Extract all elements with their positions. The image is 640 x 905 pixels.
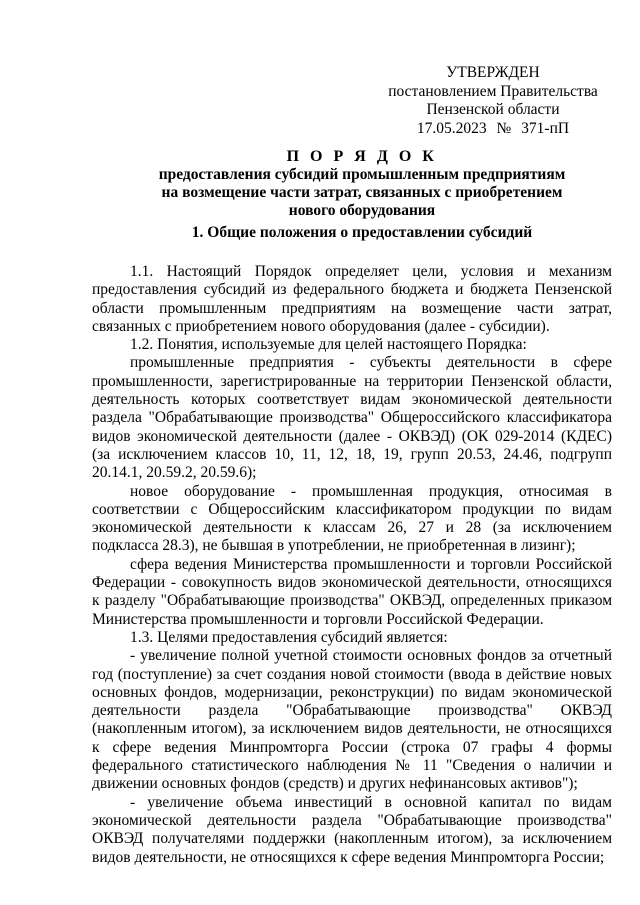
section-heading: 1. Общие положения о предоставлении субсидий xyxy=(191,224,533,241)
goal-investments: - увеличение объема инвестиций в основной капитал по видам экономической деятельности раздела "Обрабатывающие производства" ОКВЭД получателями поддержки (накопленным итогом), за исключением видов деятельности, не относящихся к сфере ведения Минпромторга России; xyxy=(92,793,612,866)
document-title: П О Р Я Д О К xyxy=(286,148,438,165)
document-subtitle xyxy=(92,166,632,221)
approval-region: Пензенской области xyxy=(426,101,560,119)
goal-fixed-assets: - увеличение полной учетной стоимости основных фондов за отчетный год (поступление) за счет создания новой стоимости (ввода в действие новых основных фондов, модернизации, реконструкции) по видам экономической деятельности раздела "Обрабатывающие производства" ОКВЭД (накопленным итогом), за исключением видов деятельности, не относящихся к сфере ведения Минпромторга России (строка 07 графы 4 формы федерального статистического наблюдения № 11 "Сведения о наличии и движении основных фондов (средств) и других нефинансовых активов"); xyxy=(92,647,612,793)
approval-heading: УТВЕРЖДЕН xyxy=(446,64,540,81)
approval-authority: постановлением Правительства xyxy=(388,82,598,100)
definition-industrial-enterprises: промышленные предприятия - субъекты деятельности в сфере промышленности, зарегистрированные на территории Пензенской области, деятельность которых соответствует видам экономической деятельности раздела "Обрабатывающие производства" Общероссийского классификатора видов экономической деятельности (далее - ОКВЭД) (ОК 029-2014 (КДЕС) (за исключением классов 10, 11, 12, 18, 19, групп 20.53, 24.46, подгрупп 20.14.1, 20.59.2, 20.59.6); xyxy=(92,354,612,482)
subtitle-line-2: на возмещение части затрат, связанных с приобретением xyxy=(161,184,563,202)
approval-date-number: 17.05.2023 № 371-пП xyxy=(416,119,570,137)
definition-new-equipment: новое оборудование - промышленная продукция, относимая в соответствии с Общероссийским классификатором продукции по видам экономической деятельности к классам 26, 27 и 28 (за исключением подкласса 28.3), не бывшая в употреблении, не приобретенная в лизинг); xyxy=(92,482,612,555)
paragraph-1-3: 1.3. Целями предоставления субсидий является: xyxy=(130,628,448,646)
document-body xyxy=(92,263,612,867)
paragraph-1-2: 1.2. Понятия, используемые для целей настоящего Порядка: xyxy=(130,336,527,354)
paragraph-1-1: 1.1. Настоящий Порядок определяет цели, условия и механизм предоставления субсидий из федерального бюджета и бюджета Пензенской области промышленным предприятиям на возмещение части затрат, связанных с приобретением нового оборудования (далее - субсидии). xyxy=(92,263,612,335)
subtitle-line-3: нового оборудования xyxy=(288,202,436,220)
document-title-block xyxy=(92,147,632,221)
approval-stamp xyxy=(388,64,598,138)
subtitle-line-1: предоставления субсидий промышленным предприятиям xyxy=(158,166,566,183)
definition-ministry-sphere: сфера ведения Министерства промышленности и торговли Российской Федерации - совокупность видов экономической деятельности, относящихся к разделу "Обрабатывающие производства" ОКВЭД, определенных приказом Министерства промышленности и торговли Российской Федерации. xyxy=(92,555,612,628)
